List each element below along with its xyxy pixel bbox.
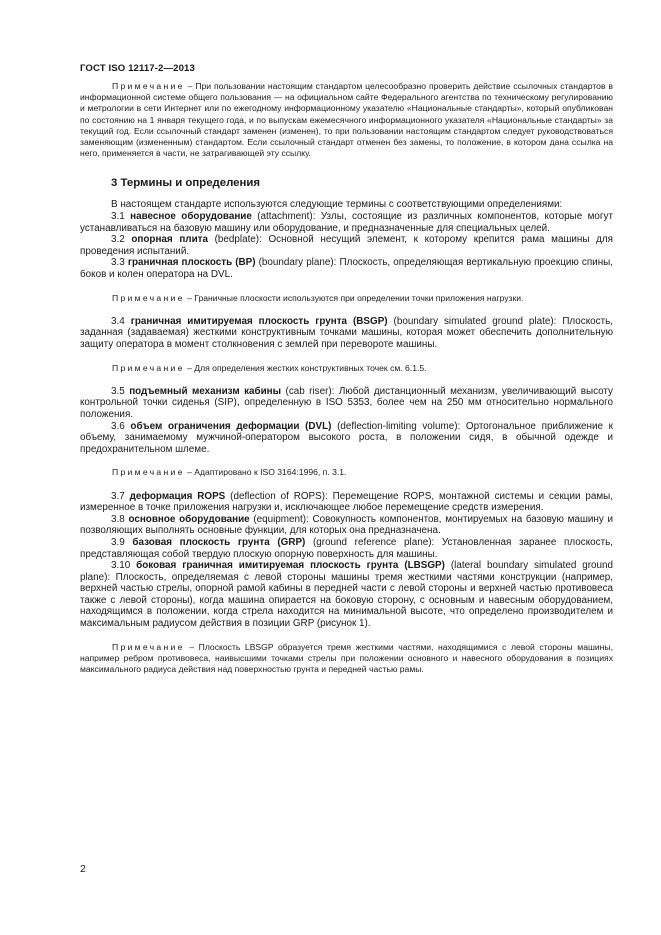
term-number: 3.4 <box>111 315 131 327</box>
note-text: – Для определения жестких конструктивных точек см. 6.1.5. <box>184 362 427 373</box>
intro-note-text: – При пользовании настоящим стандартом целесообразно проверить действие ссылочных стандартов в информационной системе общего пользования — на официальном сайте Федерального агентства по техническому регулированию и метрологии в сети Интернет или по ежегодному информационному указателю «Национальные стандарты», который опубликован по состоянию на 1 января текущего года, и по выпускам ежемесячного информационного указателя «Национальные стандарты» за текущий год. Если ссылочный стандарт заменен (изменен), то при пользовании настоящим стандартом следует руководствоваться заменяющим (измененным) стандартом. Если ссылочный стандарт отменен без замены, то положение, в котором дана ссылка на него, применяется в части, не затрагивающей эту ссылку. <box>80 81 613 159</box>
term-name: основное оборудование <box>128 513 250 525</box>
term-number: 3.9 <box>111 536 133 548</box>
term-number: 3.2 <box>111 234 132 246</box>
term-definition: (boundary simulated ground plate): Плоскость, заданная (задаваемая) жесткими конструктивным точками машины, которая может обеспечить дополнительную защиту оператора в момент столкновения с землей при перевороте машины. <box>80 315 613 350</box>
term-3-8 <box>80 514 613 537</box>
term-name: базовая плоскость грунта (GRP) <box>132 536 306 548</box>
note-text: – Плоскость LBSGP образуется тремя жесткими частями, находящимися с левой стороны машины, например ребром противовеса, наивысшими точками стрелы при положении основного и навесного оборудования в позициях максимального радиуса действия над поверхностью грунта и передней частью рамы. <box>80 641 613 675</box>
term-3-6 <box>80 421 613 456</box>
term-name: деформация ROPS <box>129 490 226 502</box>
note-3-10 <box>80 642 613 676</box>
document-header: ГОСТ ISO 12117-2—2013 <box>80 63 195 74</box>
note-label: Примечание <box>112 81 185 91</box>
page-number: 2 <box>80 863 86 875</box>
intro-note <box>80 81 613 159</box>
term-definition: (attachment): Узлы, состоящие из различных компонентов, которые могут устанавливаться на базовую машину или оборудование, и предназначенные для специальных целей. <box>80 211 613 234</box>
term-3-3 <box>80 257 613 280</box>
term-3-4 <box>80 316 613 351</box>
term-number: 3.8 <box>111 513 129 525</box>
term-name: граничная плоскость (BP) <box>127 257 256 269</box>
term-number: 3.7 <box>111 490 130 502</box>
term-number: 3.1 <box>111 211 131 223</box>
term-3-1 <box>80 211 613 234</box>
term-3-5 <box>80 386 613 421</box>
note-label: Примечание <box>112 362 185 373</box>
term-3-7 <box>80 491 613 514</box>
term-definition: (deflection of ROPS): Перемещение ROPS, монтажной системы и секции рамы, измеренное в точке приложения нагрузки и, исключающее любое перемещение средств измерения. <box>80 490 613 514</box>
term-name: боковая граничная имитируемая плоскость грунта (LBSGP) <box>136 560 445 572</box>
note-label: Примечание <box>112 641 185 652</box>
term-number: 3.10 <box>111 560 137 572</box>
note-label: Примечание <box>112 292 185 303</box>
term-definition: (cab riser): Любой дистанционный механизм, увеличивающий высоту контрольной точки сиденья (SIP), определенную в ISO 5353, более чем на 250 мм относительно нормального положения. <box>80 385 613 420</box>
page-content <box>80 81 613 675</box>
term-definition: (boundary plane): Плоскость, определяющая вертикальную проекцию спины, боков и колен оператора на DVL. <box>80 257 613 280</box>
note-3-4 <box>80 363 613 374</box>
term-definition: (lateral boundary simulated ground plane): Плоскость, определяемая с левой стороны машины тремя жесткими частями конструкции (например, верхней частью стрелы, опорной рамой кабины в передней части с левой стороны и верхней частью противовеса также с левой стороны), когда машина опирается на боковую сторону, с основным и навесным оборудованием, находящимся в положении, когда стрела находится на минимальной высоте, что определено производителем и максимальным радиусом действия в позиции GRP (рисунок 1). <box>80 560 613 630</box>
term-name: граничная имитируемая плоскость грунта (BSGP) <box>130 315 388 327</box>
term-definition: (equipment): Совокупность компонентов, монтируемых на базовую машину и позволяющих выполнять основные функции, для которых она предназначена. <box>80 513 613 537</box>
term-name: подъемный механизм кабины <box>129 385 282 397</box>
term-name: объем ограничения деформации (DVL) <box>130 420 332 432</box>
note-3-3 <box>80 293 613 304</box>
note-text: – Адаптировано к ISO 3164:1996, п. 3.1. <box>184 467 347 478</box>
term-definition: (bedplate): Основной несущий элемент, к которому крепится рама машины для проведения испытаний. <box>80 234 613 257</box>
note-3-6 <box>80 467 613 478</box>
term-number: 3.6 <box>111 420 131 432</box>
term-name: навесное оборудование <box>130 211 252 223</box>
term-3-10 <box>80 560 613 630</box>
term-3-2 <box>80 234 613 257</box>
section-intro: В настоящем стандарте используются следующие термины с соответствующими определениями: <box>111 199 563 211</box>
term-definition: (ground reference plane): Установленная заранее плоскость, представляющая собой твердую плоскую опорную поверхность для машины. <box>80 536 613 560</box>
term-number: 3.5 <box>111 385 130 397</box>
term-name: опорная плита <box>131 234 208 246</box>
term-number: 3.3 <box>111 257 128 269</box>
note-label: Примечание <box>112 467 185 478</box>
term-3-9 <box>80 537 613 560</box>
term-definition: (deflection-limiting volume): Ортогональное приближение к объему, занимаемому мужчиной-оператором высокого роста, в положении сидя, в обычной одежде и предохранительном шлеме. <box>80 420 613 455</box>
note-text: – Граничные плоскости используются при определении точки приложения нагрузки. <box>184 292 524 303</box>
section-title: 3 Термины и определения <box>111 177 261 190</box>
